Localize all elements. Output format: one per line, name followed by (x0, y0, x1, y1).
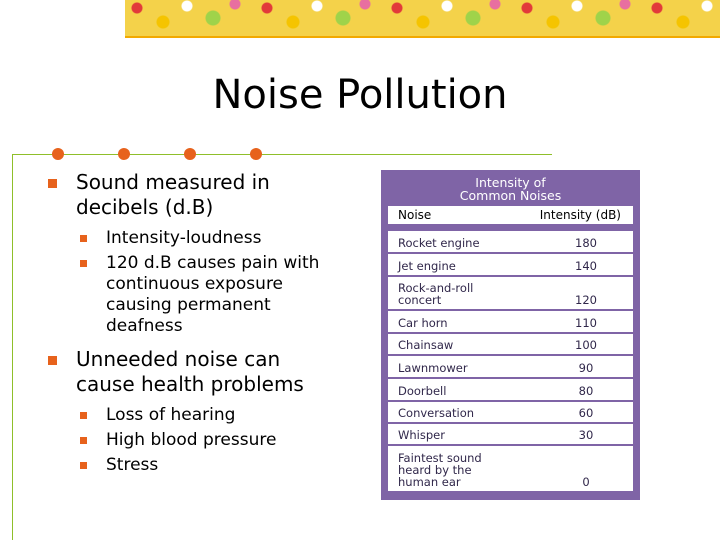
sub-bullet-item: Loss of hearing (80, 405, 378, 426)
sub-bullet-item: 120 d.B causes pain with continuous exposure causing permanent deafness (80, 253, 321, 337)
bullet-list (48, 170, 378, 486)
table-row: Doorbell 80 (388, 379, 633, 400)
divider-horizontal (12, 154, 552, 155)
divider-dot (118, 148, 130, 160)
header-intensity: Intensity (dB) (539, 208, 621, 222)
sub-bullet-list (80, 405, 378, 476)
table-row: Conversation 60 (388, 402, 633, 422)
sub-bullet-item: Stress (80, 455, 378, 476)
sub-bullet-item: Intensity-loudness (80, 228, 378, 249)
table-row: Car horn 110 (388, 311, 633, 332)
divider-dot (250, 148, 262, 160)
table-row: Lawnmower 90 (388, 356, 633, 377)
table-row: Rock-and-roll concert 120 (388, 277, 633, 309)
noise-intensity-table (381, 170, 640, 500)
banner-underline (125, 36, 720, 38)
slide-title: Noise Pollution (212, 72, 508, 118)
floral-banner (125, 0, 720, 36)
sub-bullet-list (80, 228, 378, 337)
table-row: Rocket engine 180 (388, 231, 633, 252)
table-row: Jet engine 140 (388, 254, 633, 275)
table-title: Intensity of Common Noises (459, 175, 562, 203)
divider-dot (184, 148, 196, 160)
sub-bullet-item: High blood pressure (80, 430, 378, 451)
table-row: Whisper 30 (388, 424, 633, 444)
divider-vertical (12, 154, 13, 540)
header-noise: Noise (398, 208, 432, 222)
table-header (388, 206, 633, 224)
bullet-item: Unneeded noise can cause health problems (48, 347, 326, 397)
bullet-item: Sound measured in decibels (d.B) (48, 170, 296, 220)
table-row: Chainsaw 100 (388, 334, 633, 354)
divider-dot (52, 148, 64, 160)
table-row: Faintest sound heard by the human ear 0 (388, 446, 633, 491)
